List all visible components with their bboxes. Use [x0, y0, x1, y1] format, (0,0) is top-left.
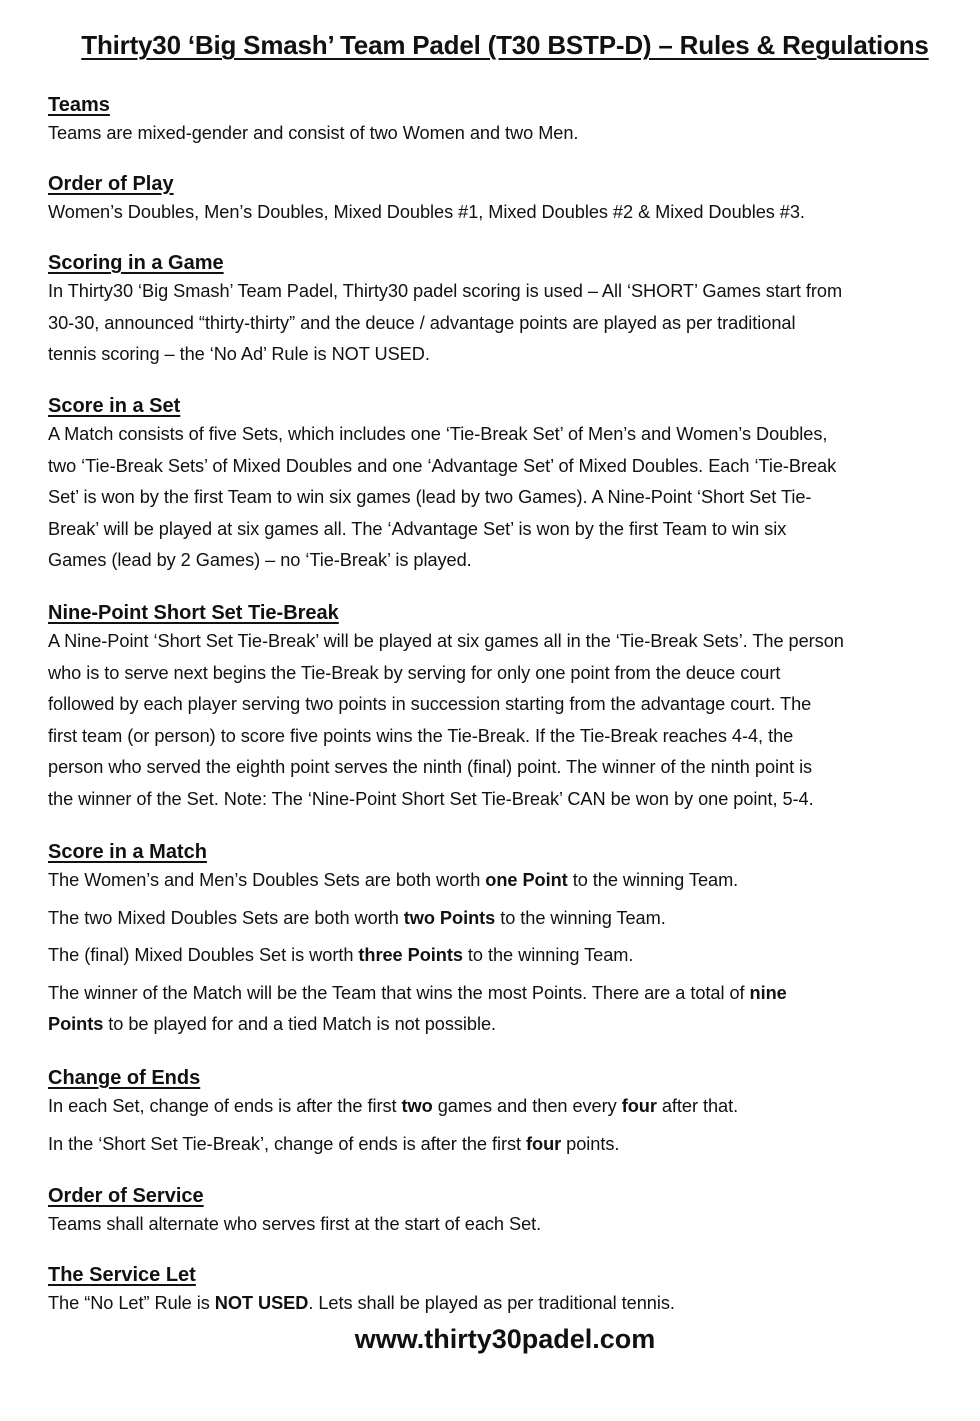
section-line: tennis scoring – the ‘No Ad’ Rule is NOT USED.: [48, 344, 430, 365]
section-line: first team (or person) to score five points wins the Tie-Break. If the Tie-Break reaches 4-4, the: [48, 725, 794, 746]
section-score-in-a-set: [48, 393, 958, 577]
section-order-of-service: [48, 1183, 958, 1241]
section-text: Teams are mixed-gender and consist of two Women and two Men.: [48, 123, 579, 143]
text-run: games and then every: [432, 1096, 622, 1116]
text-run: to the winning Team.: [462, 945, 634, 966]
section-text: [48, 1091, 958, 1123]
section-heading: Order of Service: [48, 1185, 204, 1207]
text-run: The (final) Mixed Doubles Set is worth: [48, 945, 359, 966]
section-change-of-ends: [48, 1065, 958, 1160]
bold-text: three Points: [358, 945, 463, 966]
section-line: Break’ will be played at six games all. The ‘Advantage Set’ is won by the first Team to win six: [48, 518, 787, 539]
text-run: The winner of the Match will be the Team that wins the most Points. There are a total of: [48, 982, 750, 1003]
section-text: [48, 978, 958, 1010]
text-run: points.: [561, 1133, 620, 1154]
text-run: . Lets shall be played as per traditional tennis.: [308, 1293, 675, 1313]
section-score-in-a-match: [48, 839, 958, 1041]
section-service-let: [48, 1262, 958, 1320]
section-heading: Change of Ends: [48, 1067, 201, 1089]
section-text: [48, 903, 958, 935]
section-teams: [48, 92, 958, 150]
text-run: In each Set, change of ends is after the first: [48, 1096, 402, 1116]
bold-text: four: [621, 1096, 657, 1116]
section-heading: Order of Play: [48, 173, 174, 195]
bold-text: two: [401, 1096, 433, 1116]
bold-text: Points: [48, 1014, 104, 1035]
section-heading: Nine-Point Short Set Tie-Break: [48, 602, 339, 624]
section-heading: Score in a Set: [48, 395, 181, 417]
section-text: [48, 1009, 958, 1041]
section-line: two ‘Tie-Break Sets’ of Mixed Doubles and one ‘Advantage Set’ of Mixed Doubles. Each ‘Tie-Break: [48, 455, 837, 476]
section-line: A Nine-Point ‘Short Set Tie-Break’ will be played at six games all in the ‘Tie-Break Sets’. The person: [48, 631, 844, 651]
bold-text: one Point: [485, 870, 568, 890]
section-text: Women’s Doubles, Men’s Doubles, Mixed Doubles #1, Mixed Doubles #2 & Mixed Doubles #3.: [48, 202, 805, 222]
bold-text: nine: [749, 982, 787, 1003]
section-line: In Thirty30 ‘Big Smash’ Team Padel, Thirty30 padel scoring is used – All ‘SHORT’ Games start from: [48, 281, 843, 301]
section-heading: Score in a Match: [48, 841, 207, 863]
section-text: [48, 865, 958, 897]
section-text: Teams shall alternate who serves first at the start of each Set.: [48, 1214, 542, 1234]
section-text: [48, 1129, 958, 1161]
text-run: to the winning Team.: [567, 870, 739, 890]
section-line: A Match consists of five Sets, which includes one ‘Tie-Break Set’ of Men’s and Women’s Doubles,: [48, 424, 828, 444]
section-nine-point-tie-break: [48, 600, 958, 816]
section-heading: The Service Let: [48, 1264, 196, 1286]
section-heading: Scoring in a Game: [48, 252, 224, 274]
text-run: The Women’s and Men’s Doubles Sets are both worth: [48, 870, 486, 890]
page-title: Thirty30 ‘Big Smash’ Team Padel (T30 BSTP-D) – Rules & Regulations: [81, 30, 929, 60]
text-run: after that.: [656, 1096, 739, 1116]
section-heading: Teams: [48, 94, 110, 116]
section-text: [48, 1288, 958, 1320]
section-text: [48, 940, 958, 972]
section-line: followed by each player serving two points in succession starting from the advantage court. The: [48, 694, 812, 715]
bold-text: two Points: [403, 907, 496, 928]
text-run: to the winning Team.: [495, 907, 666, 928]
section-line: person who served the eighth point serves the ninth (final) point. The winner of the ninth point is: [48, 757, 813, 778]
section-scoring-in-a-game: [48, 250, 958, 371]
text-run: The “No Let” Rule is: [48, 1293, 215, 1313]
section-line: Set’ is won by the first Team to win six games (lead by two Games). A Nine-Point ‘Short Set Tie-: [48, 487, 812, 508]
section-order-of-play: [48, 171, 958, 229]
bold-text: four: [526, 1133, 562, 1154]
section-line: 30-30, announced “thirty-thirty” and the deuce / advantage points are played as per traditional: [48, 312, 796, 333]
text-run: The two Mixed Doubles Sets are both worth: [48, 907, 404, 928]
section-line: Games (lead by 2 Games) – no ‘Tie-Break’ is played.: [48, 550, 472, 571]
bold-text: NOT USED: [214, 1293, 309, 1313]
section-line: the winner of the Set. Note: The ‘Nine-Point Short Set Tie-Break’ CAN be won by one point, 5-4.: [48, 788, 814, 809]
section-line: who is to serve next begins the Tie-Break by serving for only one point from the deuce court: [48, 662, 781, 683]
website-url[interactable]: www.thirty30padel.com: [354, 1324, 656, 1354]
text-run: to be played for and a tied Match is not possible.: [103, 1014, 497, 1035]
text-run: In the ‘Short Set Tie-Break’, change of ends is after the first: [48, 1133, 527, 1154]
